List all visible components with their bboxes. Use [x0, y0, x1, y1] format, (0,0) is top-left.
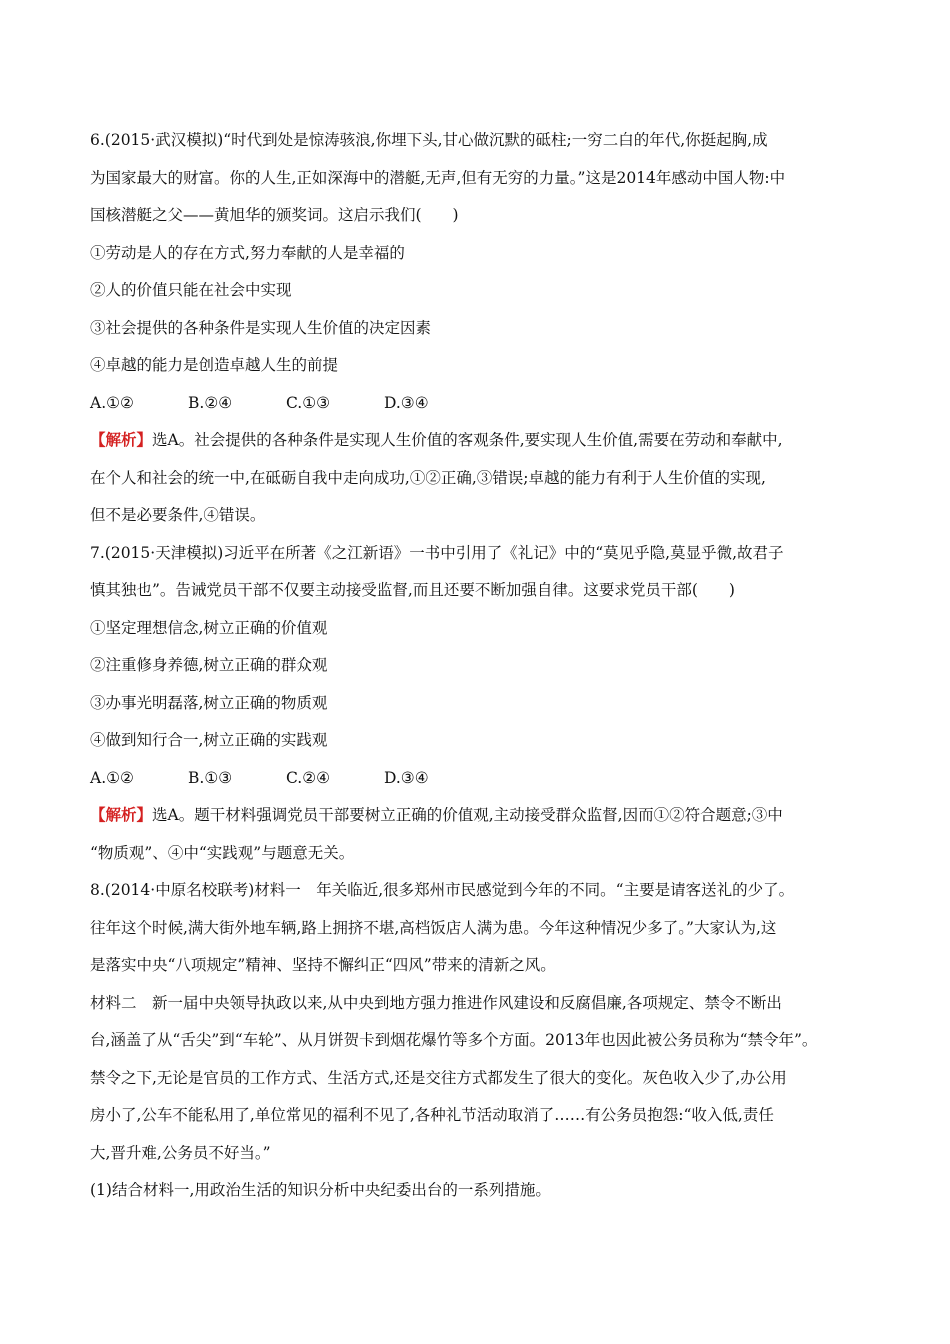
- q6-statement-2: ②人的价值只能在社会中实现: [90, 281, 292, 299]
- q6-option-a: A.①②: [90, 393, 134, 412]
- q8-material1-line: 是落实中央“八项规定”精神、坚持不懈纠正“四风”带来的清新之风。: [90, 956, 556, 974]
- q8-material2-line: 大,晋升难,公务员不好当。”: [90, 1143, 271, 1162]
- q7-stem-line: 7.(2015·天津模拟)习近平在所著《之江新语》一书中引用了《礼记》中的“莫见乎隐,莫显乎微,故君子: [90, 543, 784, 562]
- q7-analysis-line: [90, 803, 870, 827]
- q6-stem-line: 6.(2015·武汉模拟)“时代到处是惊涛骇浪,你埋下头,甘心做沉默的砥柱;一穷二白的年代,你挺起胸,成: [90, 131, 768, 149]
- q7-option-c: C.②④: [286, 768, 331, 787]
- q6-analysis-line: 在个人和社会的统一中,在砥砺自我中走向成功,①②正确,③错误;卓越的能力有利于人生价值的实现,: [90, 468, 766, 487]
- question-7: [90, 541, 870, 865]
- question-6: [90, 128, 870, 527]
- q8-material2-line: 房小了,公车不能私用了,单位常见的福利不见了,各种礼节活动取消了……有公务员抱怨:“收入低,责任: [90, 1106, 774, 1124]
- q6-analysis-line: 但不是必要条件,④错误。: [90, 506, 266, 524]
- q8-subquestion-1: (1)结合材料一,用政治生活的知识分析中央纪委出台的一系列措施。: [90, 1181, 551, 1199]
- document-content: [90, 128, 870, 1216]
- q7-statement-1: ①坚定理想信念,树立正确的价值观: [90, 618, 328, 637]
- q6-statement-1: ①劳动是人的存在方式,努力奉献的人是幸福的: [90, 243, 405, 262]
- q6-stem-line: 为国家最大的财富。你的人生,正如深海中的潜艇,无声,但有无穷的力量。”这是2014年感动中国人物:中: [90, 168, 786, 187]
- q8-material2-line: 台,涵盖了从“舌尖”到“车轮”、从月饼贺卡到烟花爆竹等多个方面。2013年也因此被公务员称为“禁令年”。: [90, 1031, 818, 1049]
- q7-option-b: B.①③: [188, 768, 233, 787]
- q6-option-b: B.②④: [188, 393, 233, 412]
- q6-statement-3: ③社会提供的各种条件是实现人生价值的决定因素: [90, 318, 432, 337]
- q8-material2-line: 材料二 新一届中央领导执政以来,从中央到地方强力推进作风建设和反腐倡廉,各项规定、禁令不断出: [90, 993, 782, 1012]
- analysis-tag: 【解析】: [90, 805, 153, 824]
- q6-options: [90, 391, 870, 415]
- q6-option-d: D.③④: [384, 393, 429, 412]
- q6-stem-line: 国核潜艇之父——黄旭华的颁奖词。这启示我们( ): [90, 206, 459, 224]
- q8-material1-line: 往年这个时候,满大街外地车辆,路上拥挤不堪,高档饭店人满为患。今年这种情况少多了。”大家认为,这: [90, 918, 777, 937]
- q6-analysis-line: [90, 428, 870, 452]
- q7-statement-3: ③办事光明磊落,树立正确的物质观: [90, 693, 328, 712]
- q7-analysis-text: 选A。题干材料强调党员干部要树立正确的价值观,主动接受群众监督,因而①②符合题意;③中: [152, 806, 783, 824]
- q7-analysis-line: “物质观”、④中“实践观”与题意无关。: [90, 843, 355, 862]
- question-8: [90, 878, 870, 1202]
- q8-material2-line: 禁令之下,无论是官员的工作方式、生活方式,还是交往方式都发生了很大的变化。灰色收入少了,办公用: [90, 1068, 787, 1087]
- q7-option-d: D.③④: [384, 768, 429, 787]
- q6-option-c: C.①③: [286, 393, 331, 412]
- q7-statement-2: ②注重修身养德,树立正确的群众观: [90, 656, 328, 674]
- q7-stem-line: 慎其独也”。告诫党员干部不仅要主动接受监督,而且还要不断加强自律。这要求党员干部( ): [90, 581, 735, 599]
- q7-options: [90, 766, 870, 790]
- q7-option-a: A.①②: [90, 768, 134, 787]
- q7-statement-4: ④做到知行合一,树立正确的实践观: [90, 731, 328, 749]
- analysis-tag: 【解析】: [90, 430, 153, 449]
- q6-statement-4: ④卓越的能力是创造卓越人生的前提: [90, 356, 339, 374]
- q8-material1-line: 8.(2014·中原名校联考)材料一 年关临近,很多郑州市民感觉到今年的不同。“主要是请客送礼的少了。: [90, 881, 795, 899]
- q6-analysis-text: 选A。社会提供的各种条件是实现人生价值的客观条件,要实现人生价值,需要在劳动和奉献中,: [152, 431, 783, 449]
